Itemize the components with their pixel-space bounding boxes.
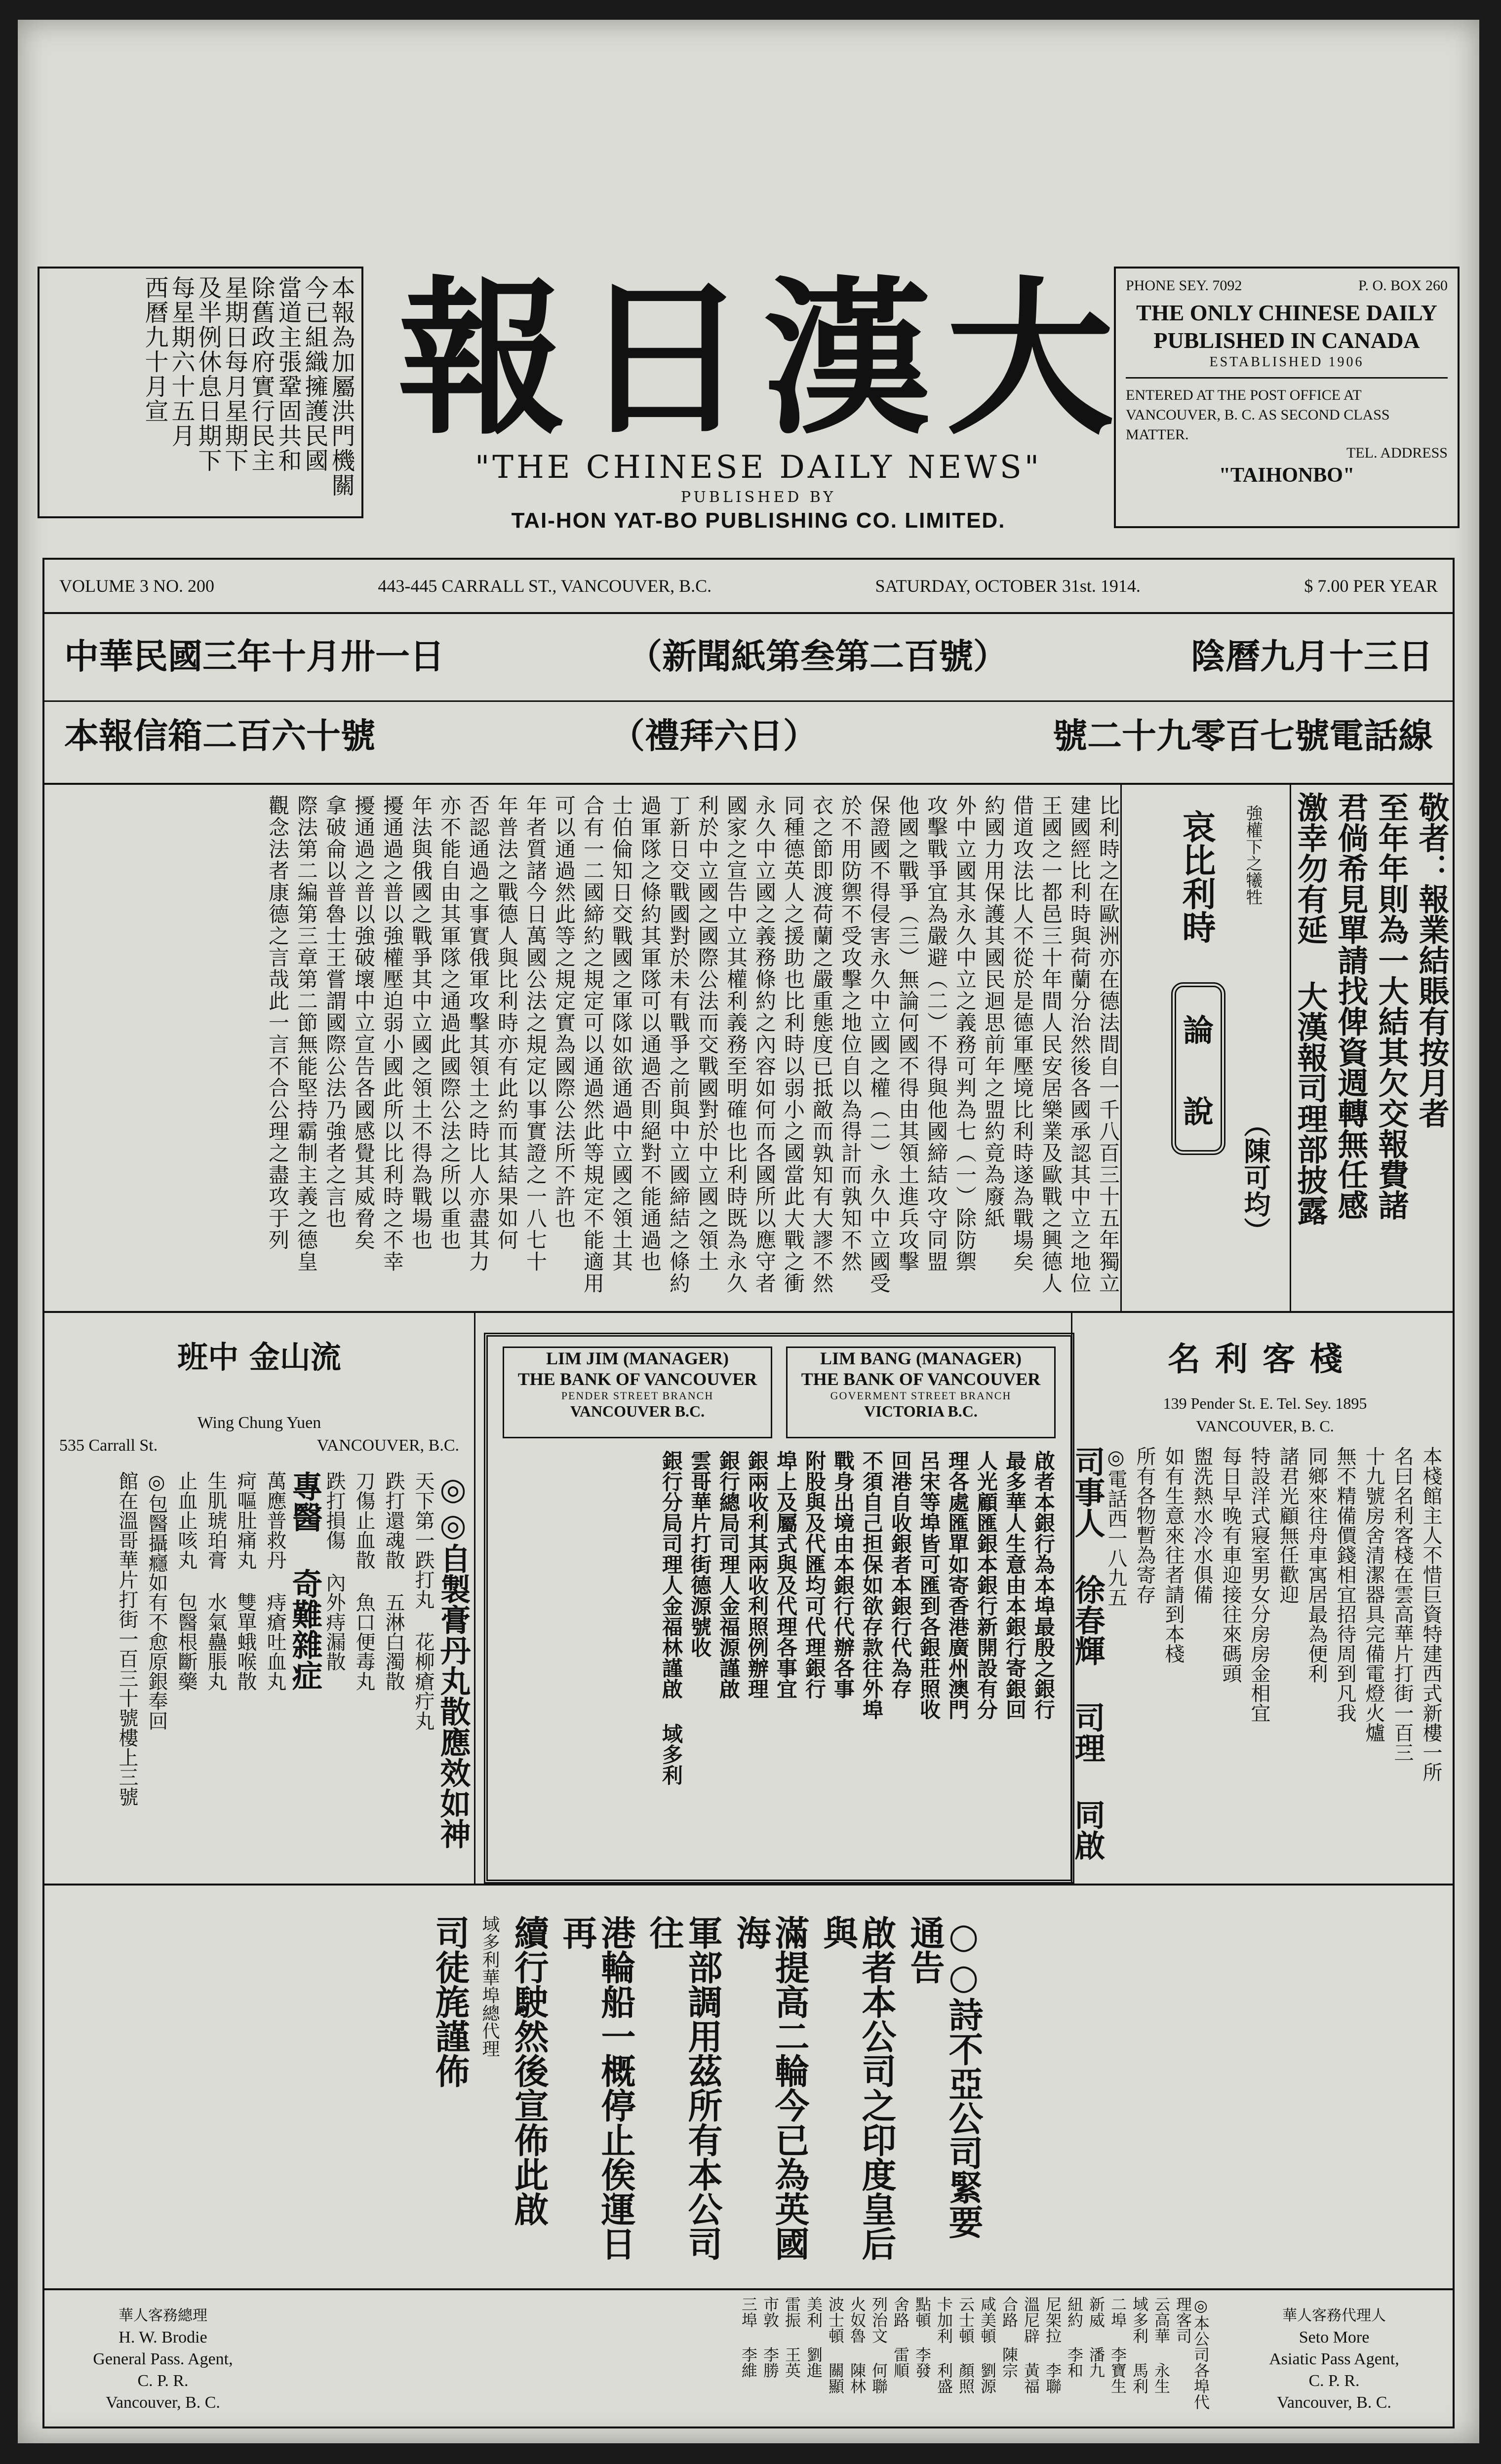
clinic-item: ◎包醫攝癮如有不愈原銀奉回 (145, 1471, 168, 1731)
hotel-line: 十九號房舍清潔器具完備電燈火爐 (1362, 1446, 1385, 1742)
agent-company: C. P. R. (137, 2372, 189, 2390)
phone-number: PHONE SEY. 7092 (1126, 277, 1242, 294)
tel-label: TEL. ADDRESS (1346, 445, 1448, 461)
bank-manager: LIM BANG (MANAGER) (820, 1348, 1022, 1368)
newspaper-page (18, 20, 1479, 2443)
bank-line: 理各處匯單如寄香港廣州澳門 (946, 1450, 970, 1720)
body-column: 比利時之在歐洲亦在德法間自一千八百三十五年獨立 (1096, 795, 1120, 1294)
body-column: 否認通過之事實俄軍攻擊其領土之時比人亦盡其力 (466, 795, 490, 1272)
agent-role: Asiatic Pass Agent, (1269, 2350, 1399, 2368)
editorial-header (1120, 785, 1285, 1311)
agent-city: Vancouver, B. C. (1277, 2393, 1391, 2412)
hotel-line: 本棧館主人不惜巨資特建西式新樓一所 (1420, 1446, 1442, 1782)
agent-entry: 市敦 李勝 (761, 2296, 780, 2378)
bank-line: 銀兩收利其兩收利照例辦理 (745, 1450, 769, 1699)
hotel-city: VANCOUVER, B. C. (1196, 1417, 1334, 1435)
body-column: 年普法之戰德人與比利時亦有此約而其結果如何 (495, 795, 519, 1251)
agent-role: General Pass. Agent, (93, 2350, 233, 2368)
agent-city: Vancouver, B. C. (106, 2393, 220, 2412)
billing-line: 至年年則為一大結其欠交報費諸 (1373, 792, 1409, 1220)
agent-entry: 新威 潘九 (1087, 2296, 1106, 2378)
masthead-title-en: "THE CHINESE DAILY NEWS" (474, 449, 1042, 486)
notice-title: ○○詩不亞公司緊要通告 (905, 1915, 984, 2239)
hotel-line: 如有生意來往者請到本棧 (1162, 1446, 1185, 1663)
bank-city: VICTORIA B.C. (864, 1402, 978, 1420)
postal-entry: ENTERED AT THE POST OFFICE AT VANCOUVER, B. C. AS SECOND CLASS MATTER. (1126, 387, 1390, 443)
hotel-signature: 司事人 徐春輝 司理 同啟 (1069, 1446, 1106, 1860)
left-notice-line: 每星期六十五月 (167, 275, 195, 448)
bank-line: 銀行總局司理人金福源謹啟 (716, 1450, 741, 1699)
masthead-title (393, 227, 1124, 464)
clinic-item: 天下第一跌打丸 花柳瘡疔丸 (412, 1471, 434, 1731)
advertisement-section (42, 1313, 1455, 1886)
notice-line: 港輪船一概停止俟運日再 (557, 1915, 636, 2261)
bank-line: 銀行分局司理人金福林謹啟 域多利 (659, 1450, 683, 1785)
body-column: 建國經比利時與荷蘭分治然後各國承認其中立之地位 (1067, 795, 1092, 1294)
body-column: 攻擊戰爭宜為嚴避（二）不得與他國締結攻守同盟 (924, 795, 948, 1272)
agent-entry: 美利 劉進 (804, 2296, 823, 2378)
editorial-title: 哀比利時 (1177, 809, 1216, 944)
clinic-slogan: ◎◎自製膏丹丸散應效如神 (435, 1471, 471, 1849)
title-char: 漢 (763, 261, 936, 458)
body-column: 過軍隊之條約其軍隊可以通過否則絕對不能通過也 (638, 795, 662, 1272)
billing-notice (1290, 785, 1453, 1311)
badge-char: 說 (1183, 1094, 1214, 1130)
editorial-badge (1171, 982, 1225, 1155)
agent-left (54, 2305, 272, 2414)
notice-line: 續行駛然後宣佈此啟 (509, 1915, 550, 2226)
billing-line: 激幸勿有延 大漢報司理部披露 (1292, 792, 1328, 1226)
clinic-item: 刀傷止血散 魚口便毒丸 (353, 1471, 375, 1691)
body-column: 同種德英人之援助也比利時以弱小之國當此大戰之衝 (781, 795, 805, 1294)
body-column: 國家之宣告中立其權利義務至明確也比利時既為永久 (724, 795, 748, 1294)
body-column: 士伯倫知日交戰國之軍隊如欲通過中立國之領土其 (609, 795, 633, 1272)
body-column: 利於中立國之國際公法而交戰國對於中立國之領土 (695, 795, 719, 1272)
agent-entry: 溫尼辟 黃福 (1022, 2296, 1040, 2394)
body-column: 年者質諸今日萬國公法之規定以事實證之一八七十 (523, 795, 548, 1272)
body-column: 拿破侖以普魯士王嘗謂國際公法乃強者之言也 (323, 795, 347, 1229)
notice-signer: 司徒旄謹佈 (430, 1915, 471, 2088)
left-notice-line: 本報為加屬洪門機關 (327, 275, 355, 498)
left-notice-line: 當道主張鞏固共和 (274, 275, 302, 473)
date-cn: 中華民國三年十月卅一日 (64, 635, 444, 677)
bank-line: 戰身出境由本銀行代辦各事 (831, 1450, 855, 1699)
agent-title-cn: 華人客務總理 (118, 2308, 207, 2324)
body-column: 約國力用保護其國民迴思前年之盟約竟為廢紙 (982, 795, 1006, 1229)
agent-entry: 火奴魯 陳林 (848, 2296, 867, 2394)
body-column: 擾通過之普以強權壓迫弱小國此所以比利時之不幸 (380, 795, 404, 1272)
lunar-date: 陰曆九月十三日 (1191, 635, 1433, 677)
agent-right (1225, 2305, 1443, 2414)
clinic-item: 跌打損傷 內外痔漏散 (323, 1471, 346, 1671)
editorial-body (49, 795, 1121, 1303)
agent-entry: 列治文 何聯 (869, 2296, 888, 2394)
agent-entry: 云士頓 顏照 (956, 2296, 975, 2394)
clinic-en (59, 1412, 459, 1457)
shipping-notice (42, 1886, 1455, 2290)
cpr-agents (42, 2290, 1455, 2428)
bank-line: 雲哥華片打街德源號收 (688, 1450, 712, 1657)
agent-entry: 雷振 王英 (783, 2296, 801, 2378)
office-address: 443-445 CARRALL ST., VANCOUVER, B.C. (378, 576, 712, 596)
clinic-item: 跌打還魂散 五淋白濁散 (382, 1471, 405, 1691)
published-by: PUBLISHED BY (680, 489, 836, 506)
title-char: 報 (398, 261, 571, 458)
po-box: P. O. BOX 260 (1358, 277, 1448, 294)
bank-name: THE BANK OF VANCOUVER (517, 1369, 757, 1389)
hotel-line: 所有各物暫為寄存 (1133, 1446, 1156, 1604)
agent-entry: 紐約 李和 (1065, 2296, 1084, 2378)
agent-entry: 波士頓 關顯 (826, 2296, 845, 2394)
clinic-columns (59, 1471, 471, 1866)
left-notice-line: 西曆九十月宣 (141, 275, 168, 424)
clinic-name: 班中 金山流 (177, 1339, 341, 1375)
agent-name: H. W. Brodie (118, 2328, 207, 2347)
hotel-line: 盥洗熱水冷水俱備 (1190, 1446, 1213, 1604)
hotel-columns (1069, 1446, 1443, 1871)
body-column: 他國之戰爭（三）無論何國不得由其領土進兵攻擊 (896, 795, 920, 1272)
bank-line: 回港自收銀者本銀行代為存 (888, 1450, 912, 1699)
body-column: 保證國不得侵害永久中立國之權（二）永久中立國受 (867, 795, 891, 1294)
editorial-caption: 強權下之犧牲 (1243, 805, 1263, 905)
body-column: 借道攻法比人不從於是德軍壓境比利時遂為戰場矣 (1010, 795, 1034, 1272)
body-column: 擾通過之普以強破壞中立宣告各國感覺其威脅矣 (352, 795, 376, 1251)
agent-entry: 云高華 永生 (1152, 2296, 1171, 2394)
clinic-item: 萬應普救丹 痔瘡吐血丸 (264, 1471, 286, 1691)
hotel-en (1082, 1392, 1448, 1437)
bank-line: 啟者本銀行為本埠最殷之銀行 (1031, 1450, 1056, 1720)
agent-entry: ◎本公司各埠代理客司 (1174, 2296, 1210, 2410)
badge-char: 論 (1183, 1012, 1214, 1048)
hotel-line: 特設洋式寢室男女分房房金相宜 (1248, 1446, 1270, 1723)
bank-branch: GOVERMENT STREET BRANCH (830, 1389, 1012, 1402)
publisher-name: TAI-HON YAT-BO PUBLISHING CO. LIMITED. (511, 508, 1006, 533)
clinic-ad (44, 1313, 475, 1884)
bank-manager: LIM JIM (MANAGER) (546, 1348, 729, 1368)
body-column: 亦不能自由其軍隊之通過此國際公法之所以重也 (437, 795, 462, 1251)
body-column: 年法與俄國之戰爭其中立國之領土不得為戰場也 (409, 795, 433, 1251)
body-column: 際法第二編第三章第二節無能堅持霸制主義之德皇 (294, 795, 318, 1272)
bank-line: 埠上及屬式與及代理各事宜 (774, 1450, 798, 1699)
established: ESTABLISHED 1906 (1126, 354, 1448, 379)
phone-line: 號二十九零百七號電話線 (1053, 715, 1433, 756)
bank-header-left (503, 1347, 772, 1438)
notice-columns (430, 1915, 984, 2271)
issue-number-cn: （新聞紙第叁第二百號） (628, 635, 1008, 677)
clinic-city: VANCOUVER, B.C. (316, 1436, 459, 1455)
hotel-address: 139 Pender St. E. Tel. Sey. 1895 (1163, 1394, 1367, 1412)
clinic-specialty: 專醫 奇難雜症 (287, 1471, 323, 1691)
notice-line: 啟者本公司之印度皇后與 (818, 1915, 897, 2261)
mailbox-number: 本報信箱二百六十號 (64, 715, 375, 756)
bank-line: 呂宋等埠皆可匯到各銀莊照收 (917, 1450, 941, 1720)
agent-entry: 尼架拉 李聯 (1043, 2296, 1062, 2394)
hotel-line: 同鄉來往舟車寓居最為便利 (1305, 1446, 1328, 1683)
body-column: 於不用防禦不受攻擊之地位自以為得計而孰知不然 (838, 795, 863, 1272)
agent-entry: 合路 陳宗 (1000, 2296, 1019, 2378)
bank-name: THE BANK OF VANCOUVER (801, 1369, 1041, 1389)
billing-line: 君倘希見單請找俾資週轉無任感 (1333, 792, 1369, 1220)
agent-entry: 咸美頓 劉源 (978, 2296, 997, 2394)
clinic-item: 疴嘔肚痛丸 雙單蛾喉散 (234, 1471, 257, 1691)
price: $ 7.00 PER YEAR (1304, 576, 1438, 596)
body-column: 外中立國其永久中立之義務可判為七（一）除防禦 (953, 795, 977, 1272)
agent-name: Seto More (1299, 2328, 1370, 2347)
bank-line: 人光顧匯銀本銀行新開設有分 (974, 1450, 998, 1720)
agent-title-cn: 華人客務代理人 (1282, 2308, 1386, 2324)
contact-box (1114, 267, 1460, 528)
hotel-line: 每日早晚有車迎接往來碼頭 (1219, 1446, 1242, 1683)
bank-ad (484, 1333, 1074, 1884)
left-notice-line: 星期日每月星期下 (221, 275, 248, 473)
body-column: 丁新日交戰國對於未有戰爭之前與中立國締結之條約 (667, 795, 691, 1294)
body-column: 永久中立國之義務條約之內容如何而各國所以應守者 (752, 795, 777, 1294)
bank-branch: PENDER STREET BRANCH (561, 1389, 714, 1402)
agent-entry: 域多利 馬利 (1130, 2296, 1149, 2394)
weekday: （禮拜六日） (610, 715, 818, 756)
billing-line: 敬者：報業結賬有按月者 (1414, 792, 1450, 1128)
tel-address: "TAIHONBO" (1219, 464, 1355, 487)
bank-header-right (786, 1347, 1056, 1438)
volume: VOLUME 3 NO. 200 (59, 576, 214, 596)
left-notice-line: 及半例休息日期下 (194, 275, 222, 473)
editorial-author: （陳可均） (1240, 1111, 1271, 1244)
agent-entry: 二埠 李寶生 (1108, 2296, 1127, 2394)
body-column: 觀念法者康德之言哉此一言不合公理之盡攻于列 (266, 795, 290, 1251)
bank-columns (498, 1450, 1056, 1870)
only-daily-claim: THE ONLY CHINESE DAILY PUBLISHED IN CANADA (1136, 300, 1437, 353)
bank-line: 最多華人生意由本銀行寄銀回 (1003, 1450, 1027, 1720)
agent-entry: 點頓 李發 (913, 2296, 932, 2378)
date-band (42, 558, 1455, 785)
clinic-item: 生肌琥珀膏 水氣蠱脹丸 (204, 1471, 227, 1691)
body-column: 合有一二國締約之規定可以通過然此等規定不能適用 (581, 795, 605, 1294)
left-notice-line: 今已組織擁護民國 (301, 275, 328, 473)
hotel-line: 名曰名利客棧在雲高華片打街一百三 (1391, 1446, 1414, 1762)
body-column: 可以通過然此等之規定實為國際公法所不許也 (552, 795, 576, 1229)
hotel-phone: ◎電話西一八九五 (1105, 1446, 1127, 1607)
issue-date: SATURDAY, OCTOBER 31st. 1914. (875, 576, 1141, 596)
agent-company: C. P. R. (1308, 2372, 1360, 2390)
article-section (42, 785, 1455, 1313)
body-column: 王國之一都邑三十年間人民安居樂業及歐戰之興德人 (1039, 795, 1063, 1294)
clinic-en-name: Wing Chung Yuen (197, 1414, 321, 1432)
bank-city: VANCOUVER B.C. (570, 1402, 705, 1420)
agent-entry: 舍路 雷順 (891, 2296, 910, 2378)
hotel-line: 無不精備價錢相宜招待周到凡我 (1334, 1446, 1356, 1723)
clinic-item: 止血止咳丸 包醫根斷藥 (175, 1471, 198, 1691)
agent-entry: 卡加利 利盛 (935, 2296, 953, 2394)
bank-line: 附股與及代匯均可代理銀行 (802, 1450, 827, 1699)
left-notice-line: 除舊政府實行民主 (247, 275, 275, 473)
hotel-ad (1071, 1313, 1453, 1884)
title-char: 日 (581, 261, 753, 458)
body-column: 衣之節即渡荷蘭之嚴重態度已抵敵而孰知有大謬不然 (810, 795, 834, 1294)
bank-line: 不須自己担保如欲存款往外埠 (860, 1450, 884, 1720)
left-notice (38, 267, 363, 518)
hotel-line: 諸君光顧無任歡迎 (1276, 1446, 1299, 1604)
agent-entry: 三埠 李維 (739, 2296, 758, 2378)
notice-line: 軍部調用茲所有本公司往 (644, 1915, 723, 2261)
clinic-address-cn: 館在溫哥華片打街一百三十號樓上三號 (116, 1471, 138, 1807)
notice-line: 滿提高二輪今已為英國海 (731, 1915, 810, 2261)
agent-list (291, 2296, 1210, 2425)
clinic-address: 535 Carrall St. (59, 1436, 158, 1455)
title-char: 大 (946, 261, 1119, 458)
hotel-name: 名利客棧 (1168, 1340, 1357, 1378)
notice-signer-title: 域多利華埠總代理 (479, 1915, 500, 2057)
